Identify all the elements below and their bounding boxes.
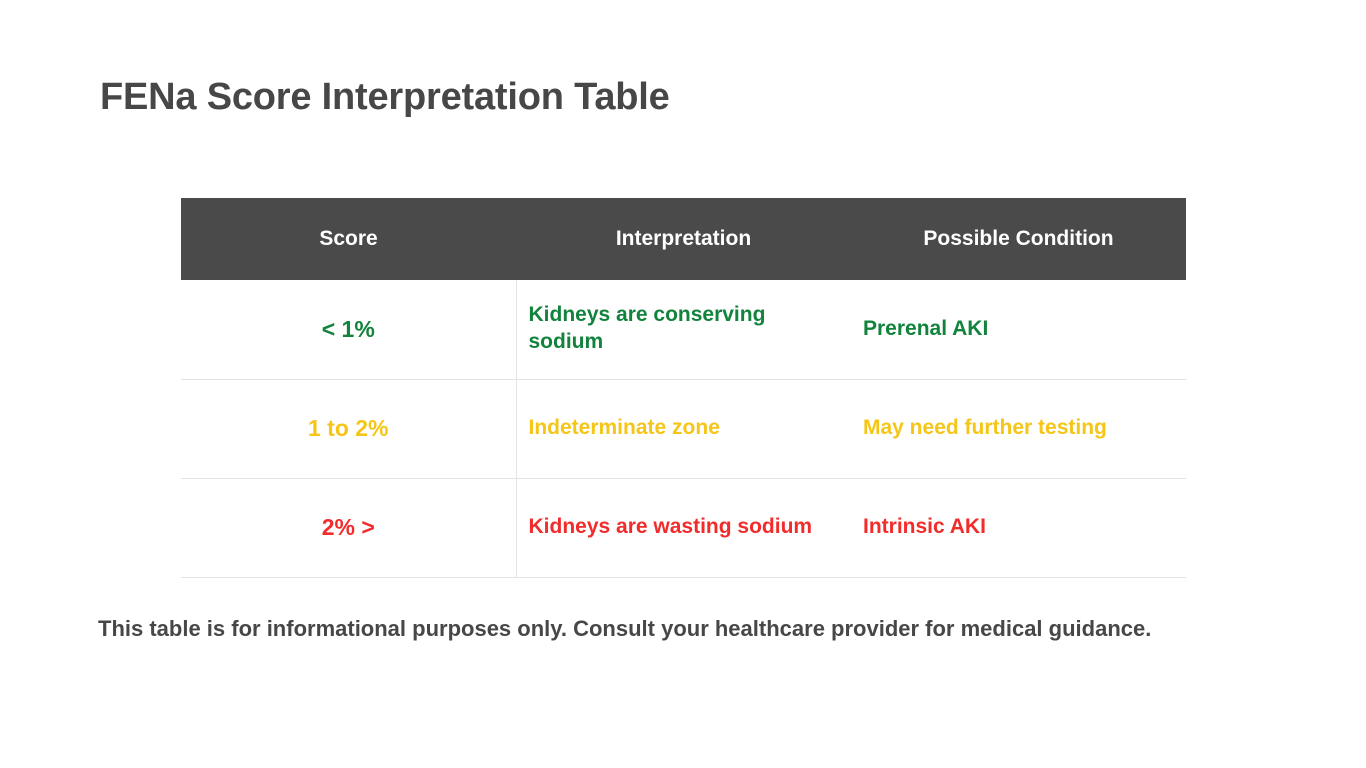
- table-row: [181, 280, 1186, 379]
- cell-interpretation: Indeterminate zone: [516, 379, 851, 478]
- cell-condition: May need further testing: [851, 379, 1186, 478]
- fena-table-container: [181, 198, 1186, 578]
- column-header-score: Score: [181, 198, 516, 280]
- column-header-condition: Possible Condition: [851, 198, 1186, 280]
- table-row: [181, 379, 1186, 478]
- disclaimer-text: This table is for informational purposes only. Consult your healthcare provider for medical guidance.: [98, 616, 1152, 641]
- cell-condition: Prerenal AKI: [851, 280, 1186, 379]
- fena-score-table: [181, 198, 1186, 578]
- cell-condition: Intrinsic AKI: [851, 478, 1186, 577]
- cell-score: 1 to 2%: [181, 379, 516, 478]
- cell-interpretation: Kidneys are wasting sodium: [516, 478, 851, 577]
- cell-score: < 1%: [181, 280, 516, 379]
- cell-interpretation: Kidneys are conserving sodium: [516, 280, 851, 379]
- cell-score: 2% >: [181, 478, 516, 577]
- table-header: [181, 198, 1186, 280]
- table-body: [181, 280, 1186, 577]
- page-title: FENa Score Interpretation Table: [100, 76, 670, 118]
- table-row: [181, 478, 1186, 577]
- column-header-interpretation: Interpretation: [516, 198, 851, 280]
- table-header-row: [181, 198, 1186, 280]
